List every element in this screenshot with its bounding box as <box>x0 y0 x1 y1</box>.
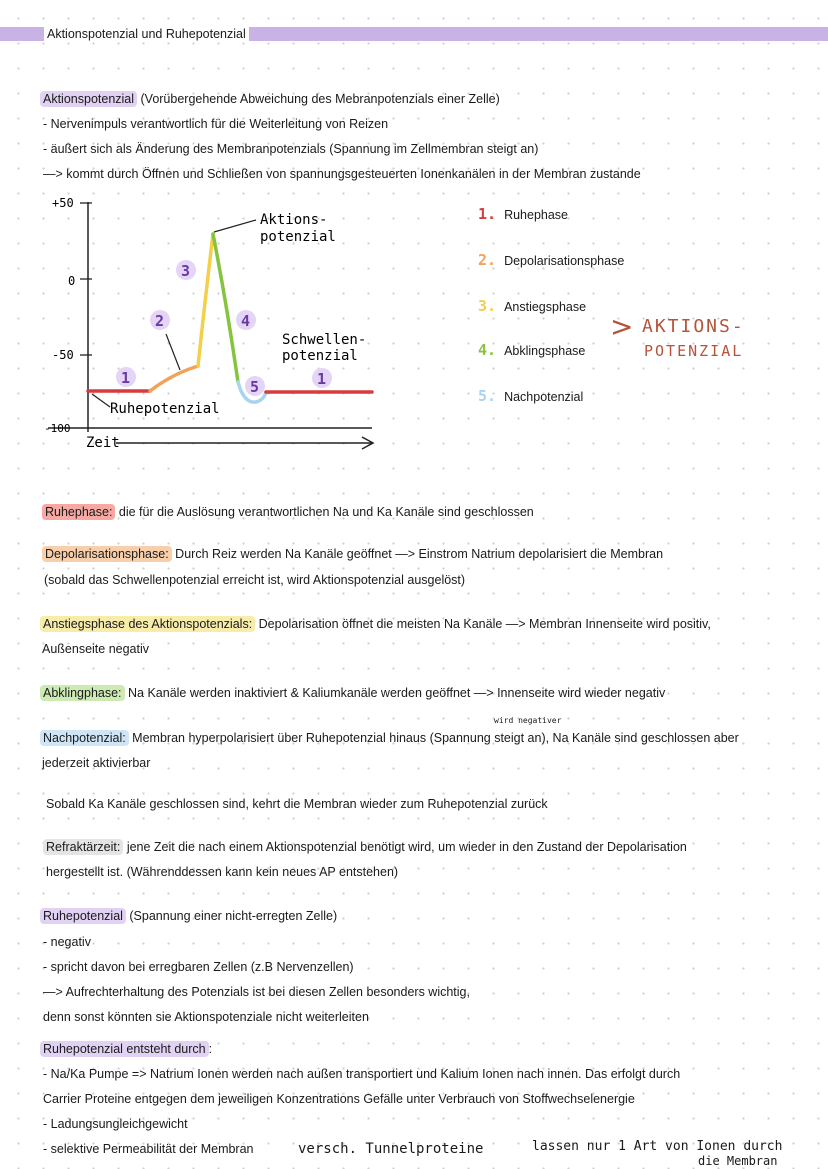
term-anstieg: Anstiegsphase des Aktionspotenzials: <box>40 616 255 632</box>
ruhepot-bullet: - spricht davon bei erregbaren Zellen (z.B Nervenzellen) <box>43 960 354 974</box>
legend-label: Anstiegsphase <box>504 300 587 314</box>
legend-item <box>478 387 583 405</box>
legend-label: Abklingsphase <box>504 344 586 358</box>
legend-item <box>478 297 586 315</box>
handnote-wird-negativer: wird negativer <box>494 716 562 725</box>
curve-anstieg <box>198 234 213 366</box>
ap-label-line1: AKTIONS- <box>642 316 745 337</box>
legend-number: 2. <box>478 251 497 269</box>
handnote-membran: die Membran <box>698 1154 778 1168</box>
phase-anstieg <box>40 616 711 632</box>
phase-number-5: 5 <box>250 378 260 396</box>
phase-abkling-text: Na Kanäle werden inaktiviert & Kaliumkanäle werden geöffnet —> Innenseite wird wieder negativ <box>124 686 666 700</box>
curve-depolarisation <box>150 366 198 391</box>
label-aktions-line1: Aktions- <box>260 212 328 228</box>
pointer-aktions <box>214 220 256 232</box>
ruhepot-bullet: denn sonst könnten sie Aktionspotenziale nicht weiterleiten <box>43 1010 369 1024</box>
phase-nach-line2: jederzeit aktivierbar <box>42 756 151 770</box>
legend-number: 3. <box>478 297 497 315</box>
intro-definition: (Vorübergehende Abweichung des Mebranpotenzials einer Zelle) <box>137 92 500 106</box>
refrakt-line2: hergestellt ist. (Währenddessen kann kein neues AP entstehen) <box>46 865 399 879</box>
phase-number-4: 4 <box>241 312 251 330</box>
intro-bullet: - Nervenimpuls verantwortlich für die Weiterleitung von Reizen <box>43 117 389 131</box>
handnote-tunnelproteine: versch. Tunnelproteine <box>298 1141 484 1157</box>
label-ruhepotenzial: Ruhepotenzial <box>110 401 220 417</box>
ruhepot-definition: (Spannung einer nicht-erregten Zelle) <box>125 909 338 923</box>
phase-nach <box>40 730 739 746</box>
legend-label: Ruhephase <box>504 208 569 222</box>
phase-number-1: 1 <box>121 369 131 387</box>
phase-nach-text: Membran hyperpolarisiert über Ruhepotenzial hinaus (Spannung steigt an), Na Kanäle sind geschlossen aber <box>128 731 739 745</box>
phase-number-3: 3 <box>181 262 191 280</box>
entsteht-bullet: - Ladungsungleichgewicht <box>43 1117 188 1131</box>
term-depolarisation: Depolarisationsphase: <box>42 546 172 562</box>
term-nachpotenzial: Nachpotenzial: <box>40 730 129 746</box>
term-refraktaerzeit: Refraktärzeit: <box>43 839 123 855</box>
entsteht-bullet: - Na/Ka Pumpe => Natrium Ionen werden nach außen transportiert und Kalium Ionen nach innen. Das erfolgt durch <box>43 1067 681 1081</box>
legend-number: 5. <box>478 387 497 405</box>
refraktaerzeit <box>43 839 687 855</box>
phase-ruhe <box>42 504 534 520</box>
phase-depol-line2: (sobald das Schwellenpotenzial erreicht ist, wird Aktionspotenzial ausgelöst) <box>44 573 466 587</box>
phase-depol <box>42 546 663 562</box>
label-aktions-line2: potenzial <box>260 229 336 245</box>
term-ruhepotenzial: Ruhepotenzial <box>40 908 126 924</box>
ruhepot-bullet: —> Aufrechterhaltung des Potenzials ist bei diesen Zellen besonders wichtig, <box>43 985 470 999</box>
legend-number: 1. <box>478 205 497 223</box>
page-title: Aktionspotenzial und Ruhepotenzial <box>44 27 249 41</box>
y-tick-label: +50 <box>52 196 74 210</box>
sobald-text: Sobald Ka Kanäle geschlossen sind, kehrt die Membran wieder zum Ruhepotenzial zurück <box>46 797 548 811</box>
ruhepotenzial-heading <box>40 908 337 924</box>
term-aktionspotenzial: Aktionspotenzial <box>40 91 137 107</box>
phase-anstieg-text: Depolarisation öffnet die meisten Na Kanäle —> Membran Innenseite wird positiv, <box>255 617 711 631</box>
ruhepot-bullet: - negativ <box>43 935 91 949</box>
y-tick-label: 0 <box>68 274 76 288</box>
phase-number-1b: 1 <box>317 370 327 388</box>
phase-abkling <box>40 685 665 701</box>
intro-bullet: - äußert sich als Änderung des Membranpotenzials (Spannung im Zellmembran steigt an) <box>43 142 539 156</box>
entsteht-bullet: - selektive Permeabilität der Membran <box>43 1142 254 1156</box>
ap-label-line2: POTENZIAL <box>644 342 744 360</box>
y-tick-label: -50 <box>52 348 74 362</box>
term-ruhephase: Ruhephase: <box>42 504 115 520</box>
term-abkling: Abklingphase: <box>40 685 125 701</box>
phase-depol-text: Durch Reiz werden Na Kanäle geöffnet —> Einstrom Natrium depolarisiert die Membran <box>171 547 664 561</box>
legend-item <box>478 205 568 223</box>
chevron-right-icon: > <box>610 310 634 343</box>
intro-bullet: —> kommt durch Öffnen und Schließen von spannungsgesteuerten Ionenkanälen in der Membran zustande <box>43 167 641 181</box>
term-entsteht: Ruhepotenzial entsteht durch <box>40 1041 209 1057</box>
pointer-ruhe <box>92 394 110 407</box>
legend-label: Depolarisationsphase <box>504 254 625 268</box>
legend-number: 4. <box>478 341 497 359</box>
label-schwellen-line2: potenzial <box>282 348 358 364</box>
phase-ruhe-text: die für die Auslösung verantwortlichen Na und Ka Kanäle sind geschlossen <box>115 505 534 519</box>
handnote-lassen: lassen nur 1 Art von Ionen durch <box>532 1139 783 1154</box>
legend-item <box>478 251 624 269</box>
entsteht-heading <box>40 1041 212 1057</box>
legend-item <box>478 341 585 359</box>
refrakt-text: jene Zeit die nach einem Aktionspotenzial benötigt wird, um wieder in den Zustand der Depolarisation <box>123 840 687 854</box>
phase-number-2: 2 <box>155 312 165 330</box>
entsteht-colon: : <box>208 1042 213 1056</box>
label-zeit: Zeit <box>86 435 120 451</box>
curve-abkling <box>213 234 238 382</box>
legend-label: Nachpotenzial <box>504 390 584 404</box>
label-schwellen-line1: Schwellen- <box>282 332 367 348</box>
pointer-2 <box>166 334 180 370</box>
phase-anstieg-line2: Außenseite negativ <box>42 642 150 656</box>
y-tick-label: -100 <box>44 422 71 435</box>
entsteht-bullet: Carrier Proteine entgegen dem jeweiligen Konzentrations Gefälle unter Verbrauch von Stoffwechselenergie <box>43 1092 635 1106</box>
